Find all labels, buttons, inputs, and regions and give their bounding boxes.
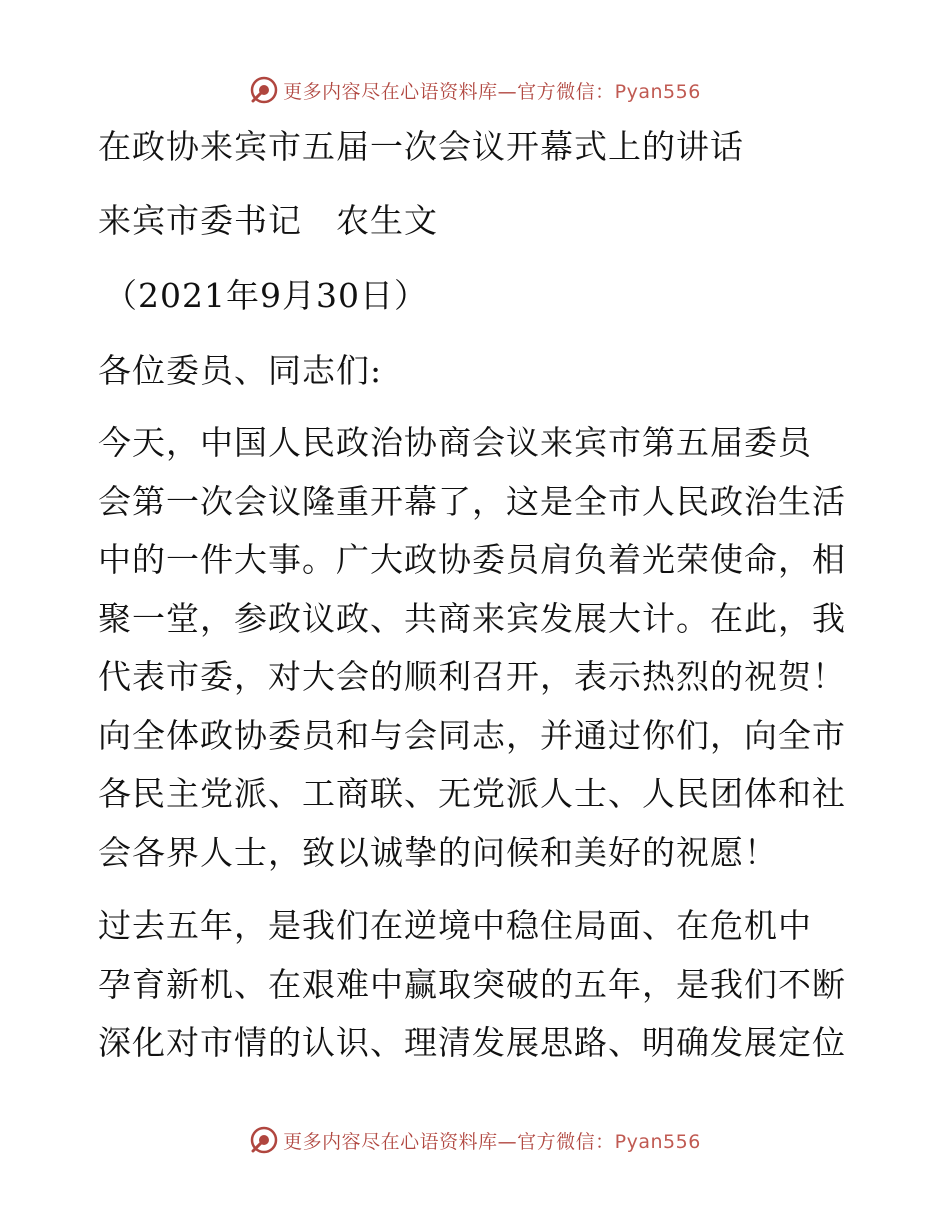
speaker-line: 来宾市委书记 农生文 — [98, 201, 438, 240]
paragraph-2-line: 过去五年，是我们在逆境中稳住局面、在危机中 — [98, 906, 812, 945]
paragraph-1 — [98, 414, 848, 882]
paragraph-1-line: 代表市委，对大会的顺利召开，表示热烈的祝贺！ — [98, 657, 846, 696]
paragraph-1-line: 中的一件大事。广大政协委员肩负着光荣使命，相 — [98, 540, 846, 579]
document-title: 在政协来宾市五届一次会议开幕式上的讲话 — [98, 127, 744, 166]
paragraph-2-line: 孕育新机、在艰难中赢取突破的五年，是我们不断 — [98, 964, 846, 1004]
paragraph-1-line: 会各界人士，致以诚挚的问候和美好的祝愿！ — [98, 832, 778, 872]
paragraph-2-line: 深化对市情的认识、理清发展思路、明确发展定位 — [98, 1023, 846, 1062]
watermark-footer — [0, 1122, 950, 1158]
date-line: （2021年9月30日） — [104, 276, 428, 315]
watermark-header — [0, 72, 950, 108]
watermark-id: Pyan556 — [614, 1130, 701, 1153]
pen-logo-icon — [249, 1125, 279, 1155]
watermark-id: Pyan556 — [614, 80, 701, 103]
watermark-text: 更多内容尽在心语资料库—官方微信：Pyan556 — [283, 1130, 701, 1153]
salutation: 各位委员、同志们: — [98, 351, 383, 390]
paragraph-2 — [98, 897, 848, 1073]
paragraph-1-line: 聚一堂，参政议政、共商来宾发展大计。在此，我 — [98, 598, 846, 638]
paragraph-1-line: 各民主党派、工商联、无党派人士、人民团体和社 — [98, 774, 846, 813]
watermark-text: 更多内容尽在心语资料库—官方微信：Pyan556 — [283, 80, 701, 103]
paragraph-1-line: 会第一次会议隆重开幕了，这是全市人民政治生活 — [98, 481, 846, 521]
paragraph-1-line: 今天，中国人民政治协商会议来宾市第五届委员 — [98, 423, 812, 462]
paragraph-1-line: 向全体政协委员和与会同志，并通过你们，向全市 — [98, 715, 846, 755]
pen-logo-icon — [249, 75, 279, 105]
